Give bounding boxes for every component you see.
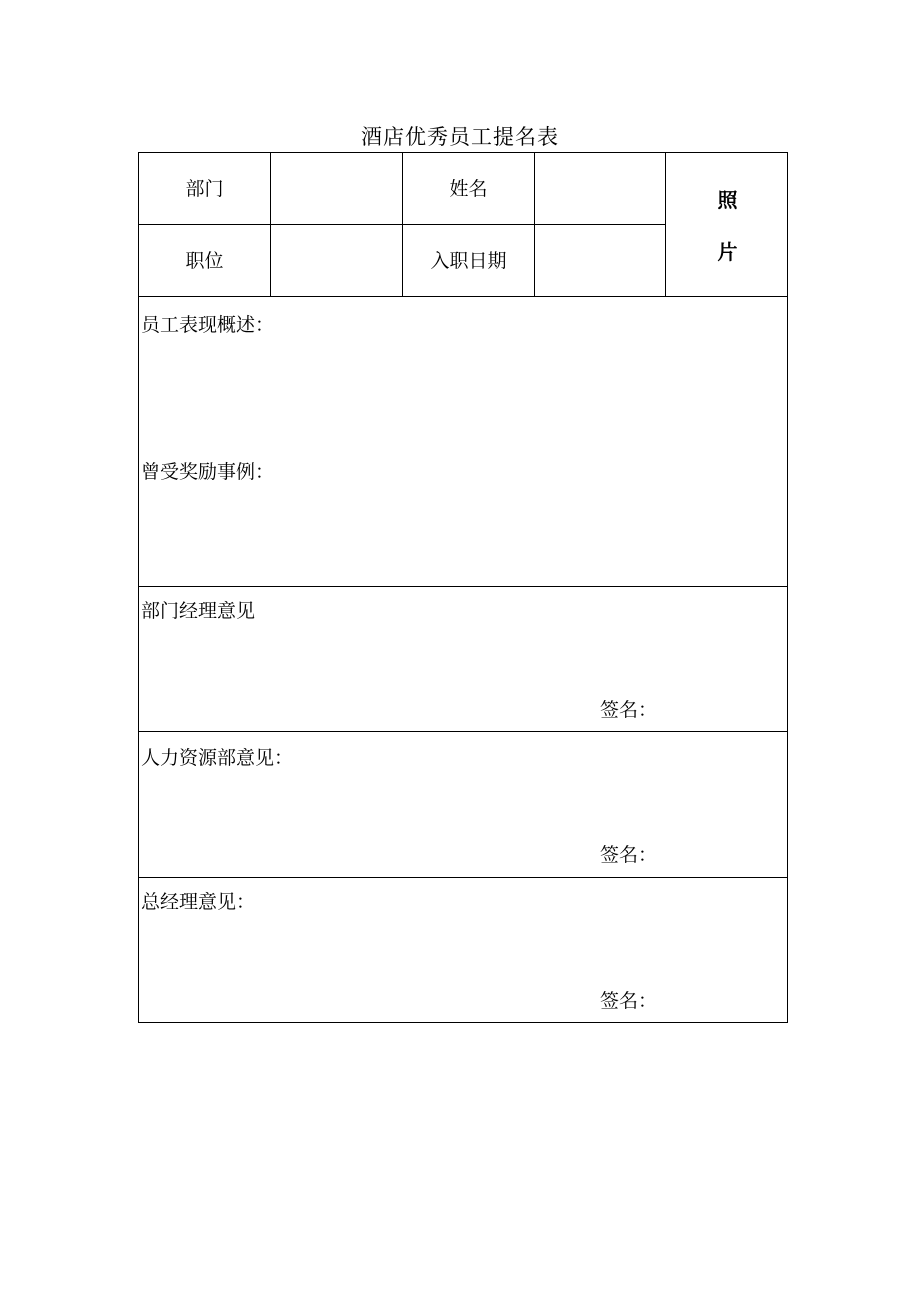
photo-box	[666, 153, 787, 296]
performance-section[interactable]	[139, 297, 787, 586]
department-field[interactable]	[271, 153, 402, 224]
hr-signature-label: 签名：	[600, 844, 658, 866]
hire-date-label: 入职日期	[430, 250, 507, 272]
dept-manager-signature-label: 签名：	[600, 699, 658, 721]
performance-summary-label: 员工表现概述：	[141, 314, 275, 336]
awards-label: 曾受奖励事例：	[141, 461, 275, 483]
photo-label-char-1: 照	[717, 188, 738, 212]
gm-opinion-label: 总经理意见：	[141, 891, 256, 913]
position-field[interactable]	[271, 225, 402, 296]
form-title: 酒店优秀员工提名表	[361, 125, 559, 149]
col-divider-2	[402, 152, 403, 296]
dept-manager-opinion-label: 部门经理意见	[141, 600, 256, 622]
gm-signature-label: 签名：	[600, 990, 658, 1012]
name-field[interactable]	[535, 153, 665, 224]
department-label: 部门	[185, 178, 224, 200]
photo-label-char-2: 片	[717, 240, 738, 264]
name-label: 姓名	[449, 178, 488, 200]
hire-date-field[interactable]	[535, 225, 665, 296]
position-label: 职位	[185, 250, 224, 272]
hr-opinion-label: 人力资源部意见：	[141, 747, 294, 769]
